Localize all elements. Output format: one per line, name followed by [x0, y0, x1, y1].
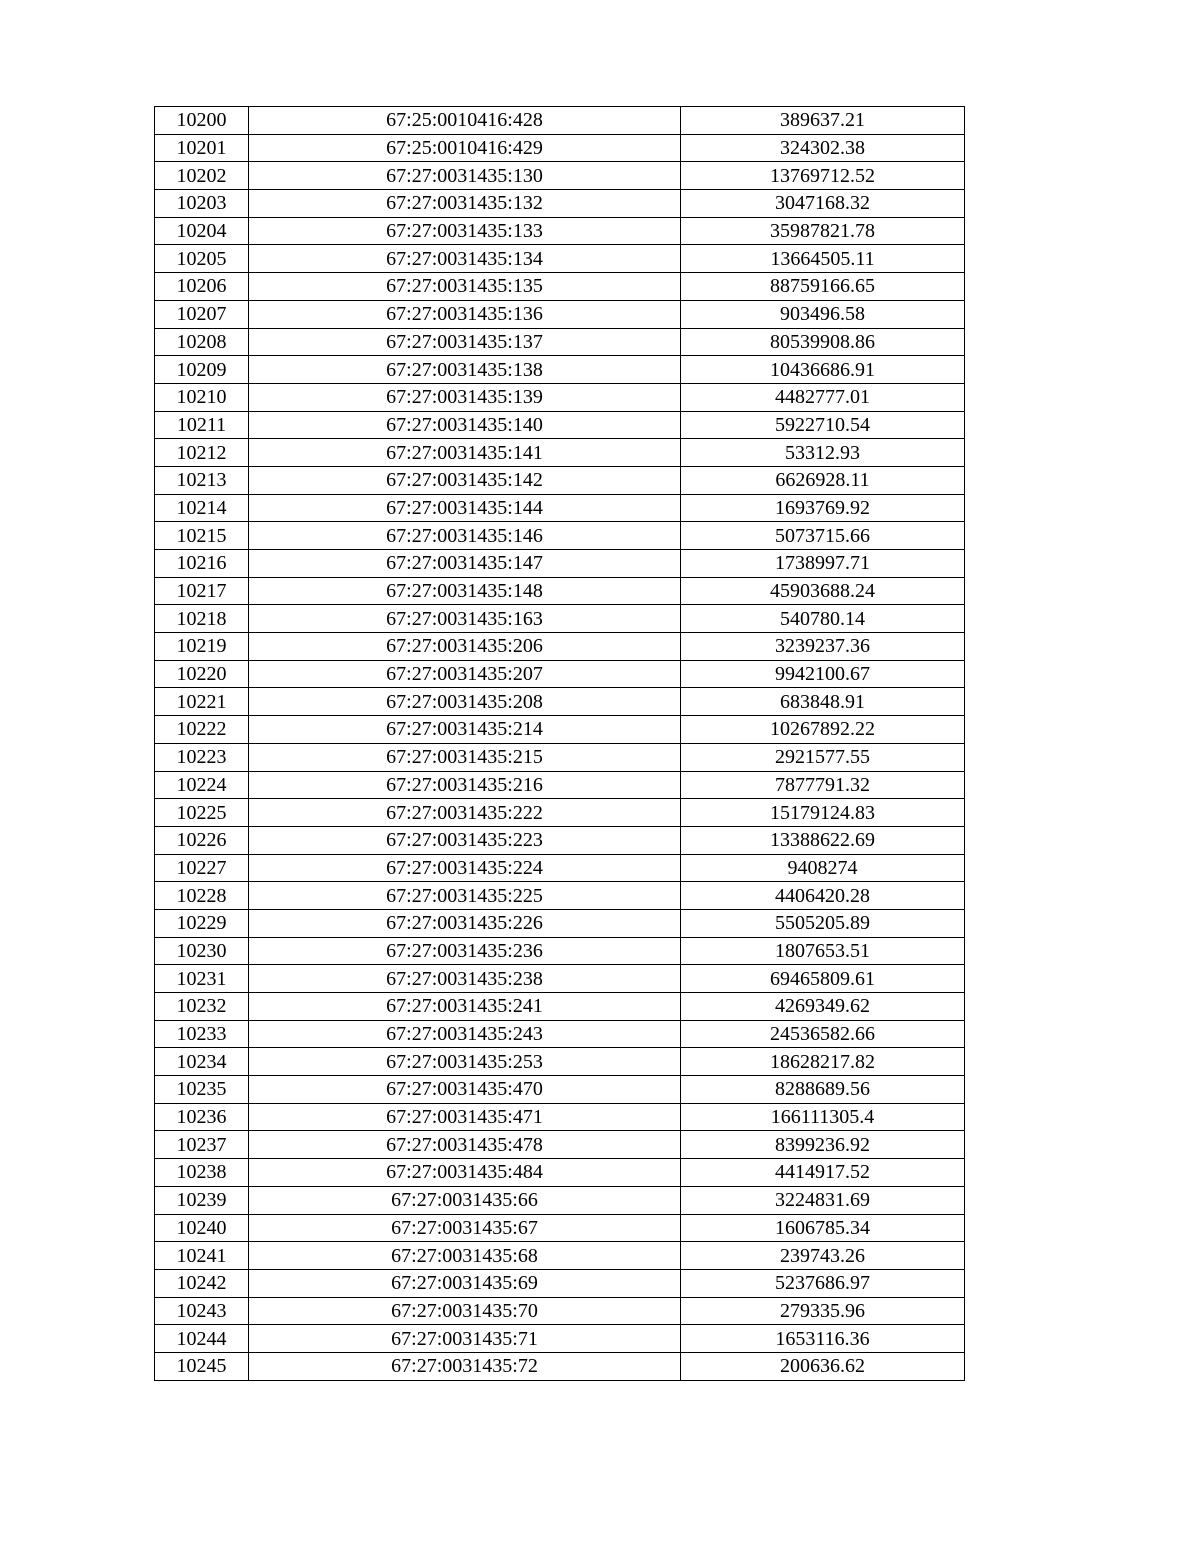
row-number-cell: 10202 [155, 162, 249, 190]
row-number-cell: 10216 [155, 550, 249, 578]
row-number-cell: 10238 [155, 1159, 249, 1187]
cadastral-number-cell: 67:27:0031435:208 [249, 688, 681, 716]
row-number-cell: 10223 [155, 743, 249, 771]
table-row [155, 383, 965, 411]
row-number-cell: 10222 [155, 716, 249, 744]
table-row [155, 854, 965, 882]
value-cell: 53312.93 [681, 439, 965, 467]
value-cell: 1738997.71 [681, 550, 965, 578]
cadastral-number-cell: 67:27:0031435:214 [249, 716, 681, 744]
cadastral-number-cell: 67:27:0031435:132 [249, 190, 681, 218]
row-number-cell: 10211 [155, 411, 249, 439]
row-number-cell: 10213 [155, 466, 249, 494]
cadastral-number-cell: 67:27:0031435:66 [249, 1186, 681, 1214]
value-cell: 903496.58 [681, 300, 965, 328]
cadastral-number-cell: 67:27:0031435:207 [249, 660, 681, 688]
value-cell: 239743.26 [681, 1242, 965, 1270]
table-row [155, 245, 965, 273]
value-cell: 4406420.28 [681, 882, 965, 910]
table-row [155, 494, 965, 522]
table-row [155, 1214, 965, 1242]
value-cell: 13664505.11 [681, 245, 965, 273]
row-number-cell: 10203 [155, 190, 249, 218]
table-body [155, 107, 965, 1381]
cadastral-number-cell: 67:27:0031435:216 [249, 771, 681, 799]
table-row [155, 1297, 965, 1325]
value-cell: 24536582.66 [681, 1020, 965, 1048]
cadastral-number-cell: 67:27:0031435:223 [249, 826, 681, 854]
table-row [155, 300, 965, 328]
table-row [155, 743, 965, 771]
table-row [155, 799, 965, 827]
table-row [155, 993, 965, 1021]
cadastral-number-cell: 67:27:0031435:147 [249, 550, 681, 578]
cadastral-number-cell: 67:27:0031435:238 [249, 965, 681, 993]
table-row [155, 577, 965, 605]
row-number-cell: 10208 [155, 328, 249, 356]
cadastral-number-cell: 67:27:0031435:215 [249, 743, 681, 771]
value-cell: 683848.91 [681, 688, 965, 716]
row-number-cell: 10237 [155, 1131, 249, 1159]
cadastral-number-cell: 67:27:0031435:133 [249, 217, 681, 245]
table-row [155, 411, 965, 439]
table-row [155, 328, 965, 356]
value-cell: 10267892.22 [681, 716, 965, 744]
value-cell: 5073715.66 [681, 522, 965, 550]
cadastral-number-cell: 67:27:0031435:224 [249, 854, 681, 882]
value-cell: 9942100.67 [681, 660, 965, 688]
cadastral-number-cell: 67:27:0031435:68 [249, 1242, 681, 1270]
row-number-cell: 10228 [155, 882, 249, 910]
table-row [155, 1352, 965, 1380]
row-number-cell: 10224 [155, 771, 249, 799]
cadastral-number-cell: 67:27:0031435:69 [249, 1269, 681, 1297]
table-row [155, 466, 965, 494]
table-row [155, 1186, 965, 1214]
row-number-cell: 10214 [155, 494, 249, 522]
row-number-cell: 10206 [155, 273, 249, 301]
cadastral-number-cell: 67:27:0031435:137 [249, 328, 681, 356]
data-table [154, 106, 965, 1381]
cadastral-number-cell: 67:27:0031435:241 [249, 993, 681, 1021]
value-cell: 3047168.32 [681, 190, 965, 218]
row-number-cell: 10241 [155, 1242, 249, 1270]
row-number-cell: 10233 [155, 1020, 249, 1048]
table-row [155, 190, 965, 218]
row-number-cell: 10221 [155, 688, 249, 716]
row-number-cell: 10226 [155, 826, 249, 854]
cadastral-number-cell: 67:27:0031435:67 [249, 1214, 681, 1242]
row-number-cell: 10229 [155, 909, 249, 937]
row-number-cell: 10220 [155, 660, 249, 688]
table-row [155, 771, 965, 799]
cadastral-number-cell: 67:27:0031435:130 [249, 162, 681, 190]
value-cell: 5237686.97 [681, 1269, 965, 1297]
row-number-cell: 10210 [155, 383, 249, 411]
value-cell: 200636.62 [681, 1352, 965, 1380]
cadastral-number-cell: 67:27:0031435:148 [249, 577, 681, 605]
cadastral-number-cell: 67:25:0010416:429 [249, 134, 681, 162]
cadastral-number-cell: 67:27:0031435:71 [249, 1325, 681, 1353]
value-cell: 7877791.32 [681, 771, 965, 799]
row-number-cell: 10232 [155, 993, 249, 1021]
value-cell: 18628217.82 [681, 1048, 965, 1076]
value-cell: 1606785.34 [681, 1214, 965, 1242]
row-number-cell: 10235 [155, 1076, 249, 1104]
row-number-cell: 10225 [155, 799, 249, 827]
table-row [155, 1242, 965, 1270]
row-number-cell: 10212 [155, 439, 249, 467]
table-row [155, 1076, 965, 1104]
cadastral-number-cell: 67:27:0031435:72 [249, 1352, 681, 1380]
value-cell: 279335.96 [681, 1297, 965, 1325]
cadastral-number-cell: 67:27:0031435:140 [249, 411, 681, 439]
value-cell: 4269349.62 [681, 993, 965, 1021]
table-row [155, 1020, 965, 1048]
value-cell: 389637.21 [681, 107, 965, 135]
value-cell: 5505205.89 [681, 909, 965, 937]
value-cell: 2921577.55 [681, 743, 965, 771]
cadastral-number-cell: 67:27:0031435:144 [249, 494, 681, 522]
table-row [155, 439, 965, 467]
table-row [155, 660, 965, 688]
table-row [155, 716, 965, 744]
row-number-cell: 10200 [155, 107, 249, 135]
table-row [155, 217, 965, 245]
table-row [155, 522, 965, 550]
value-cell: 3224831.69 [681, 1186, 965, 1214]
row-number-cell: 10243 [155, 1297, 249, 1325]
row-number-cell: 10209 [155, 356, 249, 384]
cadastral-number-cell: 67:27:0031435:141 [249, 439, 681, 467]
cadastral-number-cell: 67:27:0031435:134 [249, 245, 681, 273]
row-number-cell: 10218 [155, 605, 249, 633]
table-row [155, 1048, 965, 1076]
cadastral-number-cell: 67:27:0031435:206 [249, 633, 681, 661]
table-row [155, 1103, 965, 1131]
value-cell: 15179124.83 [681, 799, 965, 827]
table-row [155, 1269, 965, 1297]
table-row [155, 965, 965, 993]
row-number-cell: 10242 [155, 1269, 249, 1297]
cadastral-number-cell: 67:27:0031435:163 [249, 605, 681, 633]
table-row [155, 826, 965, 854]
value-cell: 45903688.24 [681, 577, 965, 605]
cadastral-number-cell: 67:27:0031435:136 [249, 300, 681, 328]
cadastral-number-cell: 67:27:0031435:225 [249, 882, 681, 910]
row-number-cell: 10205 [155, 245, 249, 273]
cadastral-number-cell: 67:27:0031435:226 [249, 909, 681, 937]
row-number-cell: 10231 [155, 965, 249, 993]
table-row [155, 162, 965, 190]
row-number-cell: 10227 [155, 854, 249, 882]
row-number-cell: 10201 [155, 134, 249, 162]
value-cell: 6626928.11 [681, 466, 965, 494]
cadastral-number-cell: 67:27:0031435:243 [249, 1020, 681, 1048]
row-number-cell: 10234 [155, 1048, 249, 1076]
value-cell: 35987821.78 [681, 217, 965, 245]
value-cell: 4482777.01 [681, 383, 965, 411]
table-row [155, 633, 965, 661]
cadastral-number-cell: 67:27:0031435:470 [249, 1076, 681, 1104]
table-row [155, 134, 965, 162]
value-cell: 5922710.54 [681, 411, 965, 439]
cadastral-number-cell: 67:27:0031435:139 [249, 383, 681, 411]
row-number-cell: 10240 [155, 1214, 249, 1242]
cadastral-number-cell: 67:27:0031435:142 [249, 466, 681, 494]
row-number-cell: 10236 [155, 1103, 249, 1131]
table-row [155, 882, 965, 910]
value-cell: 69465809.61 [681, 965, 965, 993]
value-cell: 88759166.65 [681, 273, 965, 301]
row-number-cell: 10215 [155, 522, 249, 550]
row-number-cell: 10245 [155, 1352, 249, 1380]
value-cell: 540780.14 [681, 605, 965, 633]
cadastral-number-cell: 67:27:0031435:484 [249, 1159, 681, 1187]
value-cell: 4414917.52 [681, 1159, 965, 1187]
value-cell: 9408274 [681, 854, 965, 882]
value-cell: 3239237.36 [681, 633, 965, 661]
table-row [155, 1131, 965, 1159]
cadastral-number-cell: 67:27:0031435:471 [249, 1103, 681, 1131]
value-cell: 166111305.4 [681, 1103, 965, 1131]
cadastral-number-cell: 67:27:0031435:146 [249, 522, 681, 550]
cadastral-number-cell: 67:27:0031435:222 [249, 799, 681, 827]
cadastral-number-cell: 67:27:0031435:478 [249, 1131, 681, 1159]
value-cell: 324302.38 [681, 134, 965, 162]
value-cell: 1653116.36 [681, 1325, 965, 1353]
cadastral-number-cell: 67:27:0031435:138 [249, 356, 681, 384]
table-row [155, 688, 965, 716]
value-cell: 8399236.92 [681, 1131, 965, 1159]
value-cell: 80539908.86 [681, 328, 965, 356]
value-cell: 13388622.69 [681, 826, 965, 854]
value-cell: 1807653.51 [681, 937, 965, 965]
row-number-cell: 10219 [155, 633, 249, 661]
cadastral-number-cell: 67:25:0010416:428 [249, 107, 681, 135]
table-row [155, 273, 965, 301]
table-row [155, 909, 965, 937]
value-cell: 13769712.52 [681, 162, 965, 190]
cadastral-number-cell: 67:27:0031435:236 [249, 937, 681, 965]
row-number-cell: 10207 [155, 300, 249, 328]
table-row [155, 1325, 965, 1353]
cadastral-number-cell: 67:27:0031435:135 [249, 273, 681, 301]
value-cell: 1693769.92 [681, 494, 965, 522]
table-row [155, 1159, 965, 1187]
row-number-cell: 10230 [155, 937, 249, 965]
row-number-cell: 10239 [155, 1186, 249, 1214]
table-row [155, 937, 965, 965]
table-row [155, 550, 965, 578]
cadastral-number-cell: 67:27:0031435:70 [249, 1297, 681, 1325]
table-row [155, 605, 965, 633]
row-number-cell: 10244 [155, 1325, 249, 1353]
row-number-cell: 10204 [155, 217, 249, 245]
table-row [155, 107, 965, 135]
cadastral-number-cell: 67:27:0031435:253 [249, 1048, 681, 1076]
value-cell: 8288689.56 [681, 1076, 965, 1104]
row-number-cell: 10217 [155, 577, 249, 605]
table-row [155, 356, 965, 384]
value-cell: 10436686.91 [681, 356, 965, 384]
